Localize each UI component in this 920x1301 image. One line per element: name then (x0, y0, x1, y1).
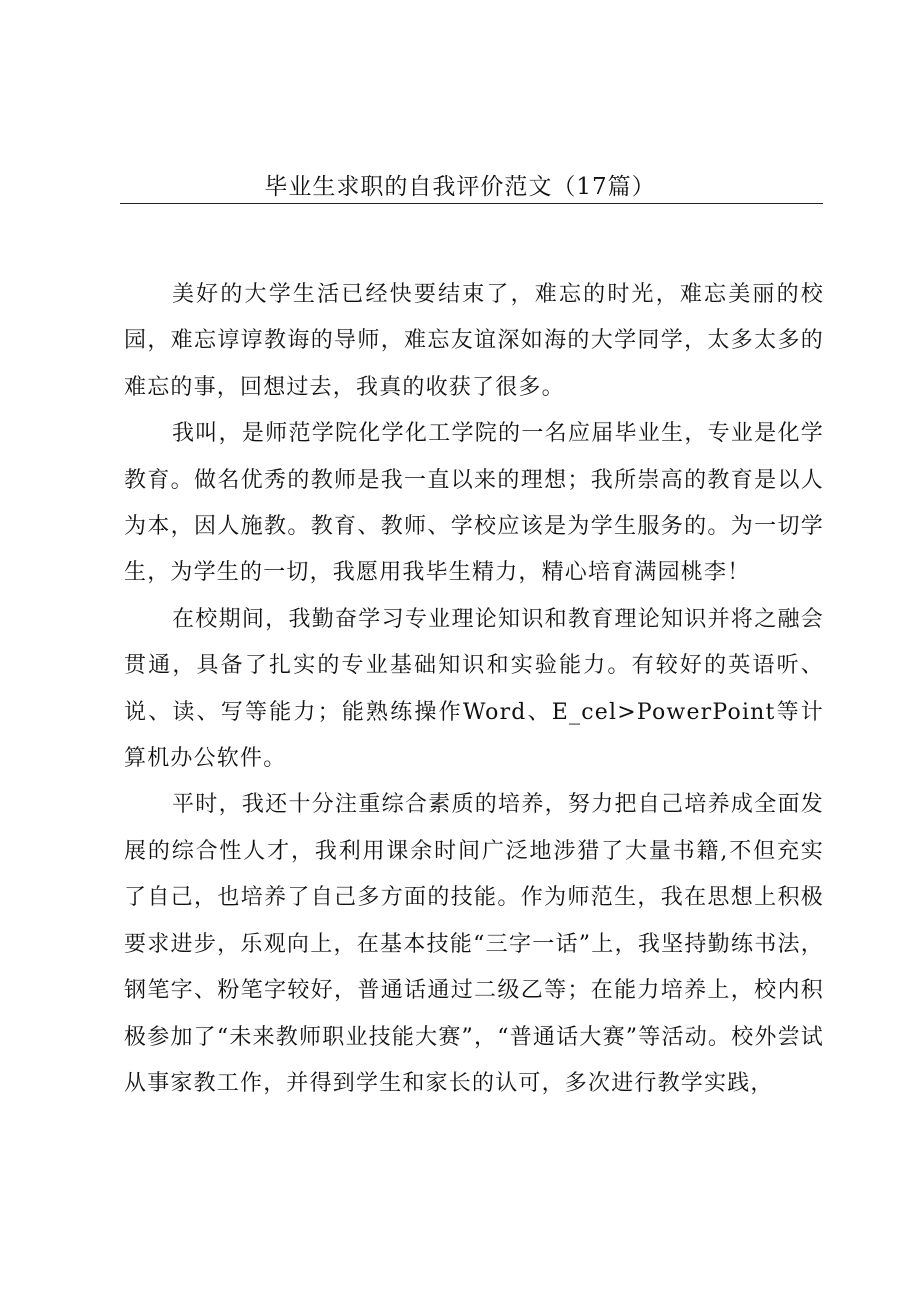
document-title: 毕业生求职的自我评价范文（17篇） (264, 174, 656, 200)
paragraph-3: 在校期间，我勤奋学习专业理论知识和教育理论知识并将之融会贯通，具备了扎实的专业基础知识和实验能力。有较好的英语听、说、读、写等能力；能熟练操作Word、E_cel>PowerPoint等计算机办公软件。 (124, 606, 824, 772)
paragraph-1: 美好的大学生活已经快要结束了，难忘的时光，难忘美丽的校园，难忘谆谆教诲的导师，难忘友谊深如海的大学同学，太多太多的难忘的事，回想过去，我真的收获了很多。 (124, 282, 824, 400)
paragraph-4: 平时，我还十分注重综合素质的培养，努力把自己培养成全面发展的综合性人才，我利用课余时间广泛地涉猎了大量书籍,不但充实了自己，也培养了自己多方面的技能。作为师范生，我在思想上积极要求进步，乐观向上，在基本技能“三字一话”上，我坚持勤练书法，钢笔字、粉笔字较好，普通话通过二级乙等；在能力培养上，校内积极参加了“未来教师职业技能大赛”，“普通话大赛”等活动。校外尝试从事家教工作，并得到学生和家长的认可，多次进行教学实践， (124, 792, 824, 1096)
title-underline (120, 203, 823, 204)
paragraph-2: 我叫，是师范学院化学化工学院的一名应届毕业生，专业是化学教育。做名优秀的教师是我一直以来的理想；我所崇高的教育是以人为本，因人施教。教育、教师、学校应该是为学生服务的。为一切学生，为学生的一切，我愿用我毕生精力，精心培育满园桃李！ (124, 421, 824, 586)
document-body (124, 272, 824, 1107)
